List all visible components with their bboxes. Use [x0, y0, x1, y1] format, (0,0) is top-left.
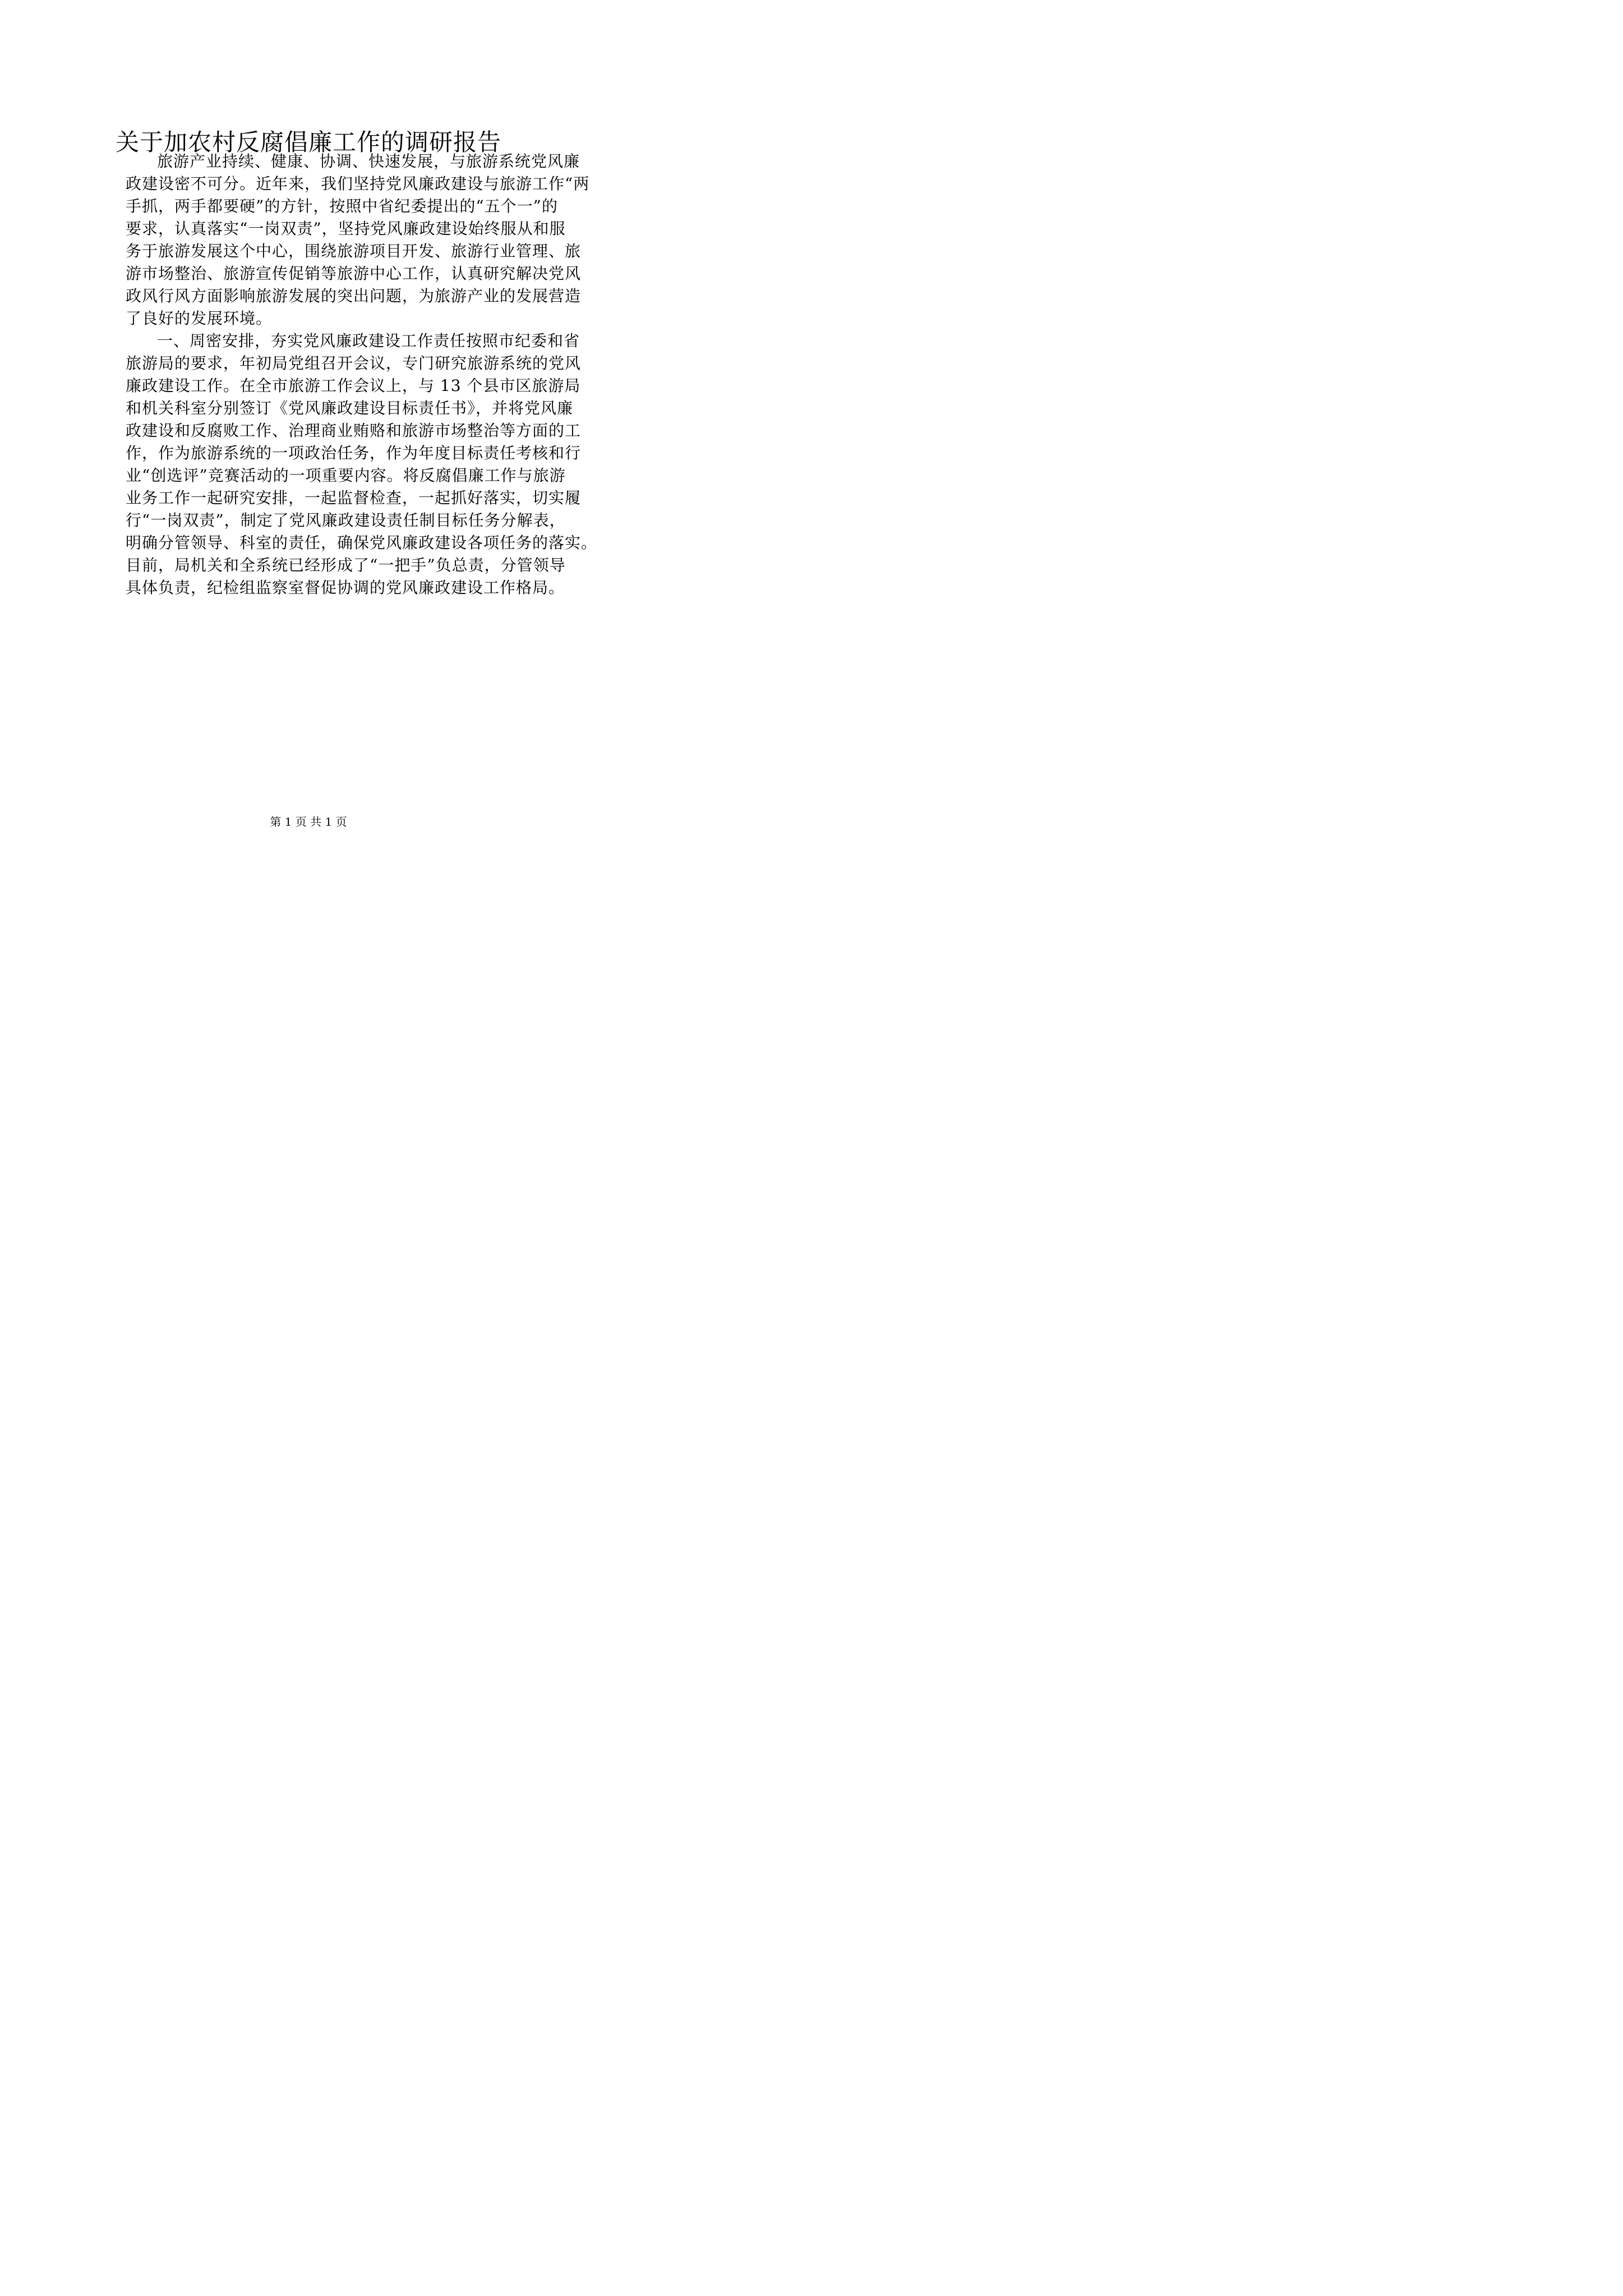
text-line: 行“一岗双责”，制定了党风廉政建设责任制目标任务分解表，	[126, 511, 566, 530]
text-line: 和机关科室分别签订《党风廉政建设目标责任书》，并将党风廉	[126, 399, 574, 417]
text-line: 业务工作一起研究安排，一起监督检查，一起抓好落实，切实履	[126, 489, 582, 507]
document-page	[0, 0, 617, 873]
text-line: 旅游产业持续、健康、协调、快速发展，与旅游系统党风廉	[157, 152, 580, 171]
text-line: 目前，局机关和全系统已经形成了“一把手”负总责，分管领导	[126, 556, 566, 574]
document-title: 关于加农村反腐倡廉工作的调研报告	[115, 128, 501, 157]
text-line: 业“创选评”竞赛活动的一项重要内容。将反腐倡廉工作与旅游	[126, 466, 566, 485]
page-footer: 第 1 页 共 1 页	[270, 815, 347, 829]
text-line: 游市场整治、旅游宣传促销等旅游中心工作，认真研究解决党风	[126, 264, 582, 283]
document-body	[94, 150, 598, 599]
paragraph-1	[94, 150, 590, 330]
text-line: 务于旅游发展这个中心，围绕旅游项目开发、旅游行业管理、旅	[126, 242, 582, 260]
text-line: 手抓，两手都要硬”的方针，按照中省纪委提出的“五个一”的	[126, 197, 558, 215]
text-line: 政风行风方面影响旅游发展的突出问题，为旅游产业的发展营造	[126, 287, 582, 305]
paragraph-2	[94, 330, 598, 599]
text-line: 了良好的发展环境。	[126, 309, 273, 328]
text-line: 要求，认真落实“一岗双责”，坚持党风廉政建设始终服从和服	[126, 219, 566, 238]
text-line: 政建设密不可分。近年来，我们坚持党风廉政建设与旅游工作“两	[126, 174, 590, 193]
text-line: 廉政建设工作。在全市旅游工作会议上，与 13 个县市区旅游局	[126, 376, 581, 395]
text-line: 政建设和反腐败工作、治理商业贿赂和旅游市场整治等方面的工	[126, 421, 582, 440]
text-line: 作，作为旅游系统的一项政治任务，作为年度目标责任考核和行	[126, 444, 582, 462]
text-line: 具体负责，纪检组监察室督促协调的党风廉政建设工作格局。	[126, 578, 565, 597]
text-line: 旅游局的要求，年初局党组召开会议，专门研究旅游系统的党风	[126, 354, 582, 372]
text-line: 一、周密安排，夯实党风廉政建设工作责任按照市纪委和省	[157, 332, 580, 350]
text-line: 明确分管领导、科室的责任，确保党风廉政建设各项任务的落实。	[126, 533, 598, 552]
